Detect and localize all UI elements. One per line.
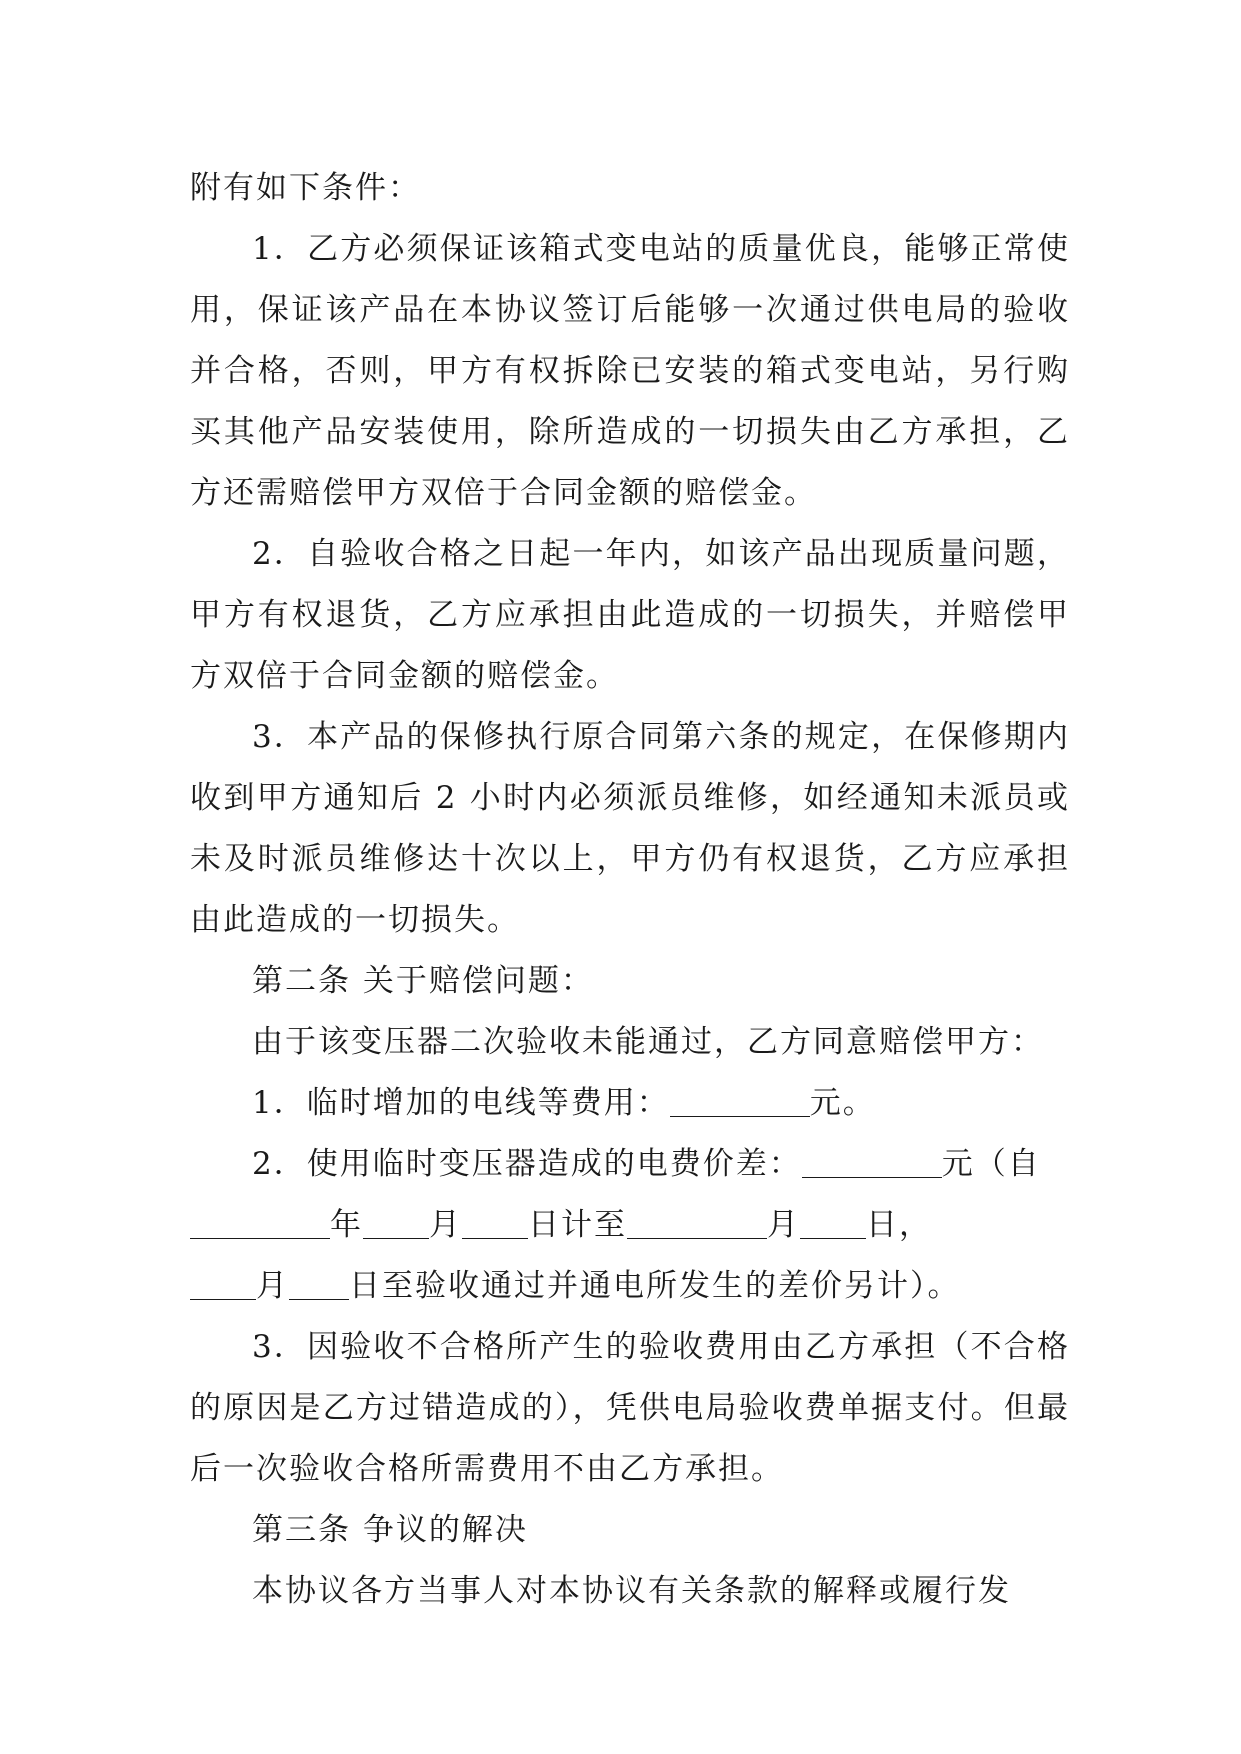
year-blank: [190, 1204, 330, 1239]
document-body: [190, 158, 1070, 1622]
year-label: 年: [330, 1207, 363, 1243]
day-blank-2: [800, 1204, 866, 1239]
dispute-clause: 本协议各方当事人对本协议有关条款的解释或履行发: [252, 1573, 1011, 1609]
intro-line: 附有如下条件：: [190, 170, 421, 206]
compensation-item-1-unit: 元。: [809, 1085, 876, 1121]
compensation-item-2: [190, 1134, 1070, 1195]
day-blank-1: [462, 1204, 528, 1239]
date-range-line-2: [190, 1256, 1070, 1317]
month-label-2: 月: [767, 1207, 800, 1243]
month-blank-1: [363, 1204, 429, 1239]
condition-3: 3．本产品的保修执行原合同第六条的规定，在保修期内收到甲方通知后 2 小时内必须派员维修，如经通知未派员或未及时派员维修达十次以上，甲方仍有权退货，乙方应承担由此造成的一切损失。: [190, 719, 1070, 938]
condition-2: 2．自验收合格之日起一年内，如该产品出现质量问题，甲方有权退货，乙方应承担由此造成的一切损失，并赔偿甲方双倍于合同金额的赔偿金。: [190, 536, 1070, 694]
compensation-item-3: 3．因验收不合格所产生的验收费用由乙方承担（不合格的原因是乙方过错造成的），凭供电局验收费单据支付。但最后一次验收合格所需费用不由乙方承担。: [190, 1329, 1070, 1487]
compensation-item-2-unit: 元（自: [941, 1146, 1041, 1182]
day-blank-3: [289, 1265, 349, 1300]
month-label-1: 月: [429, 1207, 462, 1243]
date-range-line: [190, 1195, 1070, 1256]
month-blank-3: [190, 1265, 256, 1300]
month-label-3: 月: [256, 1268, 289, 1304]
compensation-item-1: [190, 1073, 1070, 1134]
day-label-1: 日计至: [528, 1207, 627, 1243]
date-range-tail: 日至验收通过并通电所发生的差价另计）。: [349, 1268, 961, 1304]
amount-blank-1: [670, 1082, 810, 1117]
condition-1: 1．乙方必须保证该箱式变电站的质量优良，能够正常使用，保证该产品在本协议签订后能够一次通过供电局的验收并合格，否则，甲方有权拆除已安装的箱式变电站，另行购买其他产品安装使用，除所造成的一切损失由乙方承担，乙方还需赔偿甲方双倍于合同金额的赔偿金。: [190, 231, 1070, 511]
compensation-intro: 由于该变压器二次验收未能通过，乙方同意赔偿甲方：: [252, 1024, 1044, 1060]
article-2-heading: 第二条 关于赔偿问题：: [252, 963, 594, 999]
amount-blank-2: [802, 1143, 942, 1178]
day-label-2: 日，: [866, 1207, 932, 1243]
compensation-item-2-text: 2．使用临时变压器造成的电费价差：: [252, 1146, 802, 1182]
date-blank-2: [627, 1204, 767, 1239]
compensation-item-1-text: 1．临时增加的电线等费用：: [252, 1085, 670, 1121]
article-3-heading: 第三条 争议的解决: [252, 1512, 528, 1548]
